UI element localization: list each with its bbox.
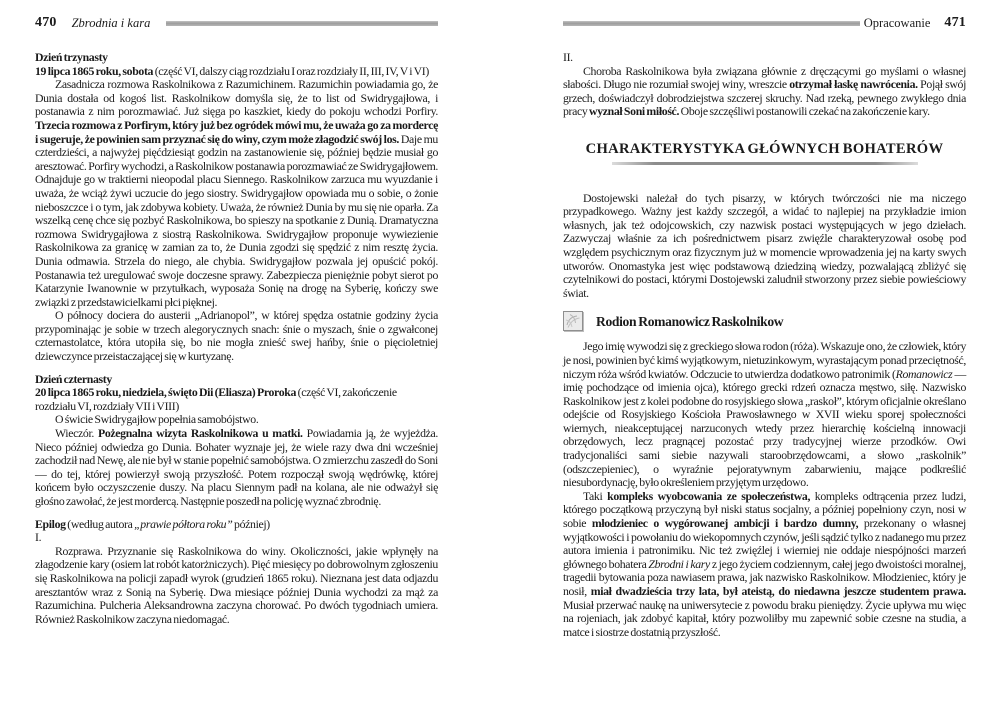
header-rule [563, 21, 860, 26]
right-running-head [563, 16, 966, 30]
day-14-date-line: 20 lipca 1865 roku, niedziela, święto Dii (Eliasza) Proroka (część VI, zakończenie rozdziału VI, rozdziały VII i VIII) [35, 385, 397, 413]
day-13-heading: Dzień trzynasty [35, 50, 108, 64]
book-title: Zbrodnia i kara [71, 15, 151, 30]
page-left [35, 16, 438, 626]
epilog-part-1-numeral: I. [35, 530, 42, 545]
raskolnikow-sub-heading: Rodion Romanowicz Raskolnikow [563, 311, 966, 331]
adrianopol-dreams-paragraph: O północy dociera do austerii „Adrianopol”, w której spędza ostatnie godziny życia przypominając je sobie w trzech alegorycznych snach: śnie o myszach, śnie o zgwałconej czternastolatce, która utopiła się, bo nie mogła znieść swej hańby, śnie o pięcioletniej dziewczynce przeistaczającej się w kurtyzanę. [35, 308, 438, 364]
page-right [563, 16, 966, 639]
epilog-heading: Epilog (według autora „prawie półtora roku” później) [35, 516, 270, 531]
day-13-date-line: 19 lipca 1865 roku, sobota (część VI, dalszy ciąg rozdziału I oraz rozdziały II, III, IV, V i VI) [35, 63, 429, 78]
day-14-heading: Dzień czternasty [35, 371, 112, 386]
raskolnikow-complex-paragraph: Taki kompleks wyobcowania ze społeczeństwa, kompleks odtrącenia przez ludzi, którego początkową przyczyną był niski status socjalny, a później popełniony czyn, nosi w sobie młodzieniec o wygórowanej ambicji i bardzo dumny, przekonany o własnej wyjątkowości i powołaniu do wiekopomnych czynów, jeśli sądzić tylko z nadanego mu przez autora imienia i patronimiku. Nic też zwięźlej i wierniej nie oddaje niespójności marzeń głównego bohatera Zbrodni i kary z jego życiem codziennym, całej jego dwoistości moralnej, tragedii bytowania poza nawiasem prawa, jak nazwisko Raskolnikow. Młodzieniec, który je nosił, miał dwadzieścia trzy lata, był ateistą, do niedawna jeszcze studentem prawa. Musiał przerwać naukę na uniwersytecie z powodu braku pieniędzy. Życie upływa mu więc na rojeniach, jak zdobyć kapitał, który pozwoliłby mu zapewnić sobie czesne na studia, a matce i siostrze dostatnią przyszłość. [563, 488, 967, 639]
left-page-number: 470 [35, 15, 57, 30]
right-page-body [563, 51, 966, 639]
characters-chapter-heading: CHARAKTERYSTYKA GŁÓWNYCH BOHATERÓW [563, 143, 966, 165]
epilog-part-2-numeral: II. [563, 50, 573, 64]
farewell-paragraph: Wieczór. Pożegnalna wizyta Raskolnikowa u matki. Powiadamia ją, że wyjeżdża. Nieco później odwiedza go Dunia. Bohater wyznaje jej, że wiele razy dwa dni wcześniej zachodził nad Newę, ale nie był w stanie popełnić samobójstwa. O zmierzchu zaszedł do Soni — do tej, której powierzył swoją przyszłość. Potem rozpoczął swoją wędrówkę, której końcem było oczyszczenie duszy. Na placu Siennym padł na kolana, ale nie odważył się głośno zawołać, że jest mordercą. Następnie poszedł na policję wyznać zbrodnię. [35, 426, 438, 508]
raskolnikow-name-paragraph: Jego imię wywodzi się z greckiego słowa rodon (róża). Wskazuje ono, że człowiek, który je nosi, powinien być kimś wyjątkowym, nietuzinkowym, wyrastającym ponad przeciętność, niczym róża wśród kwiatów. Odczucie to utwierdza dodatkowo patronimik (Romanowicz — imię pochodzące od imienia ojca), którego grecki rdzeń oznacza męstwo, siłę. Nazwisko Raskolnikow jest z kolei podobne do rosyjskiego słowa „raskoł”, którym oficjalnie określano odejście od Rosyjskiego Kościoła Prawosławnego w XVII wieku sporej społeczności wiernych, nieakceptującej narzuconych wtedy przez hierarchię kościelną innowacji obrzędowych, lecz pragnącej pozostać przy tradycyjnej wierze przodków. Owi tradycjonaliści sami siebie nazywali staroobrzędowcami, a słowo „raskolnik” (odszczepieniec), o wyraźnie pejoratywnym zabarwieniu, mające podkreślić niesubordynację, było określeniem przyjętym urzędowo. [563, 339, 966, 490]
section-label: Opracowanie [863, 15, 931, 30]
right-page-number: 471 [944, 15, 966, 30]
header-rule [166, 21, 438, 26]
left-page-body [35, 51, 438, 626]
suicide-paragraph: O świcie Swidrygajłow popełnia samobójstwo. [55, 412, 259, 427]
epilog-part-2-paragraph: Choroba Raskolnikowa była związana głównie z dręczącymi go myślami o własnej słabości. Długo nie rozumiał swojej winy, wreszcie otrzymał łaskę nawrócenia. Pojął swój grzech, doświadczył dobrodziejstwa szczerej skruchy. Nad rzeką, pewnego zwykłego dnia pracy wyznał Soni miłość. Oboje szczęśliwi postanowili czekać na zakończenie kary. [563, 63, 966, 119]
day-13-summary-paragraph: Zasadnicza rozmowa Raskolnikowa z Razumichinem. Razumichin powiadamia go, że Dunia dostała od kogoś list. Raskolnikow domyśla się, że to list od Swidrygajłowa, i postanawia z nim porozmawiać. Już sięga po kaszkiet, kiedy do pokoju wchodzi Porfiry. Trzecia rozmowa z Porfirym, który już bez ogródek mówi mu, że uważa go za mordercę i sugeruje, że powinien sam przyznać się do winy, czym może złagodzić swój los. Daje mu czterdzieści, a najwyżej pięćdziesiąt godzin na zastanowienie się, później będzie musiał go aresztować. Porfiry wychodzi, a Raskolnikow postanawia porozmawiać ze Swidrygajłowem. Odnajduje go w traktierni nieopodal placu Siennego. Raskolnikow zarzuca mu wyuzdanie i uważa, że wciąż żywi uczucie do jego siostry. Swidrygajłow opowiada mu o sobie, o żonie nieboszczce i o tym, jak zdobywa kobiety. Uważa, że również Dunia by mu się nie oparła. Za wszelką cenę chce się pozbyć Raskolnikowa, bo spieszy na spotkanie z Dunią. Dramatyczna rozmowa Swidrygajłowa z siostrą Raskolnikowa. Swidrygajłow proponuje wywiezienie Raskolnikowa za granicę w zamian za to, że Dunia zgodzi się spędzić z nim resztę życia. Dunia odmawia. Strzela do niego, ale chybia. Swidrygajłow pozwala jej opuścić pokój. Postanawia też uregulować swoje doczesne sprawy. Zabezpiecza pieniężnie pobyt sierot po Katarzynie Iwanownie w przytułkach, wyposaża Sonię na drogę na Syberię, kończy swe związki z przedstawicielkami płci pięknej. [35, 77, 438, 309]
left-running-head [35, 16, 438, 30]
onomastics-paragraph: Dostojewski należał do tych pisarzy, w których twórczości nie ma niczego przypadkowego. Ważny jest każdy szczegół, a widać to najlepiej na przykładzie imion własnych, jak też odojcowskich, czy nazwisk postaci występujących w jego dziełach. Zazwyczaj właśnie za ich pośrednictwem pisarz zwięźle charakteryzował osobę pod względem psychicznym oraz fizycznym już w momencie wprowadzenia jej na karty swych utworów. Onomastyka jest więc podstawową dziedziną wiedzy, pozwalającą zbliżyć się czytelnikowi do postaci, którymi Dostojewski zaludnił stworzony przez siebie powieściowy świat. [563, 190, 966, 300]
marbled-square-icon [563, 311, 583, 331]
epilog-part-1-paragraph: Rozprawa. Przyznanie się Raskolnikowa do winy. Okoliczności, jakie wpłynęły na złagodzenie kary (osiem lat robót katorżniczych). Pięć miesięcy po dobrowolnym zgłoszeniu się Raskolnikowa na policji zapadł wyrok (grudzień 1865 roku). Nieznana jest data odjazdu aresztantów wraz z Sonią na Syberię. Dwa miesiące później Dunia wychodzi za mąż za Razumichina. Pulcheria Aleksandrowna zaczyna chorować. Po dwóch tygodniach umiera. Również Raskolnikow zaczyna niedomagać. [35, 543, 438, 626]
